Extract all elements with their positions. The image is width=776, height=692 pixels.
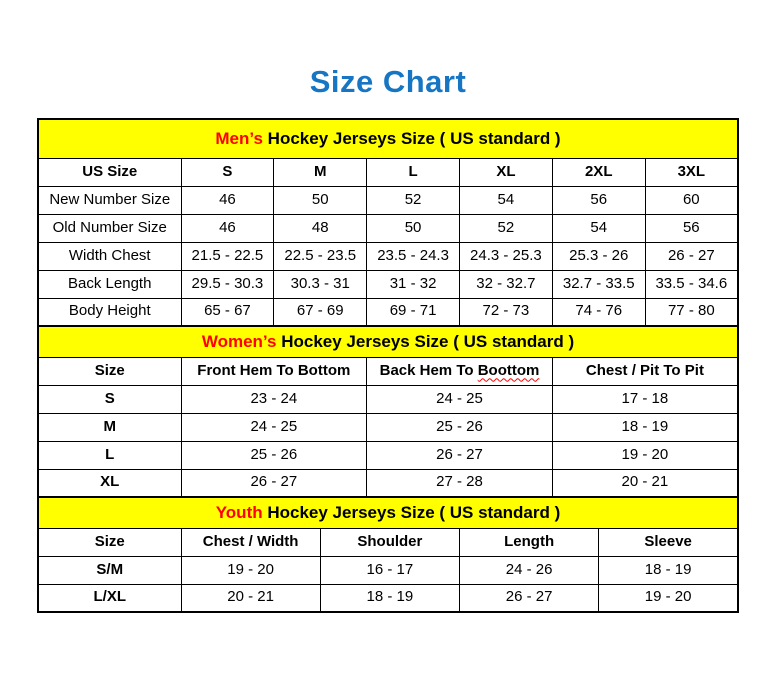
- table-cell: 52: [367, 186, 460, 214]
- mens-header-row: [38, 158, 738, 186]
- column-header-back-hem: [367, 357, 553, 385]
- mens-table-banner: [38, 119, 738, 158]
- youth-size-table: [37, 496, 739, 613]
- table-cell: 22.5 - 23.5: [274, 242, 367, 270]
- table-cell: 18 - 19: [599, 556, 738, 584]
- table-row-women-l: [38, 441, 738, 469]
- back-hem-label: Back Hem To: [379, 361, 474, 379]
- table-cell: 56: [552, 186, 645, 214]
- row-label: Old Number Size: [38, 214, 181, 242]
- table-cell: 46: [181, 186, 274, 214]
- youth-banner-highlight: Youth: [215, 503, 263, 523]
- table-cell: 26 - 27: [460, 584, 599, 612]
- table-cell: 32.7 - 33.5: [552, 270, 645, 298]
- table-cell: 48: [274, 214, 367, 242]
- table-cell: 25 - 26: [181, 441, 367, 469]
- table-cell: 29.5 - 30.3: [181, 270, 274, 298]
- table-row-women-xl: [38, 469, 738, 497]
- table-cell: 56: [645, 214, 738, 242]
- table-row-width-chest: [38, 242, 738, 270]
- table-row-back-length: [38, 270, 738, 298]
- table-cell: 54: [459, 186, 552, 214]
- table-cell: 26 - 27: [645, 242, 738, 270]
- row-label: New Number Size: [38, 186, 181, 214]
- table-cell: 25.3 - 26: [552, 242, 645, 270]
- table-cell: 65 - 67: [181, 298, 274, 326]
- table-row-youth-lxl: [38, 584, 738, 612]
- row-label: L/XL: [38, 584, 181, 612]
- column-header-s: S: [181, 158, 274, 186]
- youth-header-row: [38, 528, 738, 556]
- column-header-size: Size: [38, 528, 181, 556]
- table-cell: 17 - 18: [552, 385, 738, 413]
- table-cell: 74 - 76: [552, 298, 645, 326]
- column-header-us-size: US Size: [38, 158, 181, 186]
- row-label: Body Height: [38, 298, 181, 326]
- table-row-youth-sm: [38, 556, 738, 584]
- table-cell: 16 - 17: [320, 556, 459, 584]
- womens-banner-row: [38, 326, 738, 357]
- table-cell: 24 - 25: [367, 385, 553, 413]
- table-cell: 25 - 26: [367, 413, 553, 441]
- table-cell: 54: [552, 214, 645, 242]
- table-cell: 19 - 20: [181, 556, 320, 584]
- table-row-women-s: [38, 385, 738, 413]
- column-header-chest: Chest / Pit To Pit: [552, 357, 738, 385]
- column-header-front-hem: Front Hem To Bottom: [181, 357, 367, 385]
- table-cell: 52: [459, 214, 552, 242]
- table-cell: 21.5 - 22.5: [181, 242, 274, 270]
- table-cell: 69 - 71: [367, 298, 460, 326]
- table-cell: 26 - 27: [181, 469, 367, 497]
- column-header-sleeve: Sleeve: [599, 528, 738, 556]
- column-header-3xl: 3XL: [645, 158, 738, 186]
- table-row-body-height: [38, 298, 738, 326]
- table-cell: 24 - 26: [460, 556, 599, 584]
- table-row-old-number-size: [38, 214, 738, 242]
- table-cell: 19 - 20: [599, 584, 738, 612]
- table-cell: 20 - 21: [552, 469, 738, 497]
- table-cell: 60: [645, 186, 738, 214]
- column-header-xl: XL: [459, 158, 552, 186]
- youth-banner-row: [38, 497, 738, 528]
- table-cell: 72 - 73: [459, 298, 552, 326]
- table-row-new-number-size: [38, 186, 738, 214]
- table-cell: 32 - 32.7: [459, 270, 552, 298]
- mens-size-table: [37, 118, 739, 327]
- row-label: S/M: [38, 556, 181, 584]
- table-row-women-m: [38, 413, 738, 441]
- row-label: M: [38, 413, 181, 441]
- youth-banner-text: Hockey Jerseys Size ( US standard ): [267, 503, 561, 523]
- column-header-length: Length: [460, 528, 599, 556]
- column-header-m: M: [274, 158, 367, 186]
- column-header-size: Size: [38, 357, 181, 385]
- mens-banner-text: Hockey Jerseys Size ( US standard ): [267, 129, 561, 149]
- table-cell: 24.3 - 25.3: [459, 242, 552, 270]
- table-cell: 18 - 19: [552, 413, 738, 441]
- table-cell: 24 - 25: [181, 413, 367, 441]
- womens-banner-highlight: Women’s: [201, 332, 277, 352]
- womens-table-banner: [38, 326, 738, 357]
- row-label: S: [38, 385, 181, 413]
- table-cell: 30.3 - 31: [274, 270, 367, 298]
- column-header-2xl: 2XL: [552, 158, 645, 186]
- row-label: Back Length: [38, 270, 181, 298]
- row-label: Width Chest: [38, 242, 181, 270]
- table-cell: 18 - 19: [320, 584, 459, 612]
- table-cell: 19 - 20: [552, 441, 738, 469]
- womens-banner-text: Hockey Jerseys Size ( US standard ): [281, 332, 575, 352]
- row-label: L: [38, 441, 181, 469]
- youth-table-banner: [38, 497, 738, 528]
- row-label: XL: [38, 469, 181, 497]
- table-cell: 31 - 32: [367, 270, 460, 298]
- table-cell: 67 - 69: [274, 298, 367, 326]
- table-cell: 23 - 24: [181, 385, 367, 413]
- womens-size-table: [37, 325, 739, 498]
- back-hem-misspelled-word: Boottom: [477, 361, 540, 379]
- table-cell: 33.5 - 34.6: [645, 270, 738, 298]
- table-cell: 23.5 - 24.3: [367, 242, 460, 270]
- table-cell: 27 - 28: [367, 469, 553, 497]
- table-cell: 50: [274, 186, 367, 214]
- column-header-shoulder: Shoulder: [320, 528, 459, 556]
- page-title: Size Chart: [309, 64, 467, 99]
- table-cell: 50: [367, 214, 460, 242]
- womens-header-row: [38, 357, 738, 385]
- column-header-chest-width: Chest / Width: [181, 528, 320, 556]
- table-cell: 26 - 27: [367, 441, 553, 469]
- size-tables-container: [37, 118, 739, 613]
- table-cell: 20 - 21: [181, 584, 320, 612]
- column-header-l: L: [367, 158, 460, 186]
- mens-banner-highlight: Men’s: [215, 129, 263, 149]
- table-cell: 46: [181, 214, 274, 242]
- mens-banner-row: [38, 119, 738, 158]
- table-cell: 77 - 80: [645, 298, 738, 326]
